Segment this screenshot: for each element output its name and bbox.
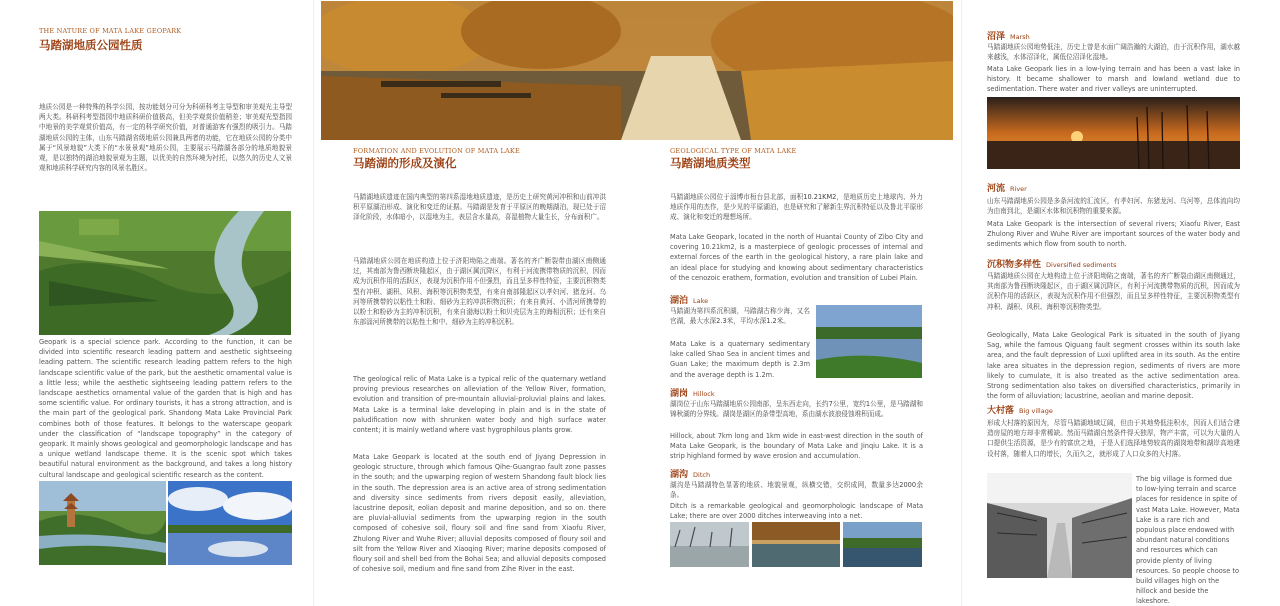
subsection-title-ditch: [670, 467, 710, 480]
subsection-title-en: Ditch: [693, 471, 711, 479]
marsh-text-en: Mata Lake Geopark lies in a low-lying terrain and has been a vast lake in history. It became shallower to marsh and lowland wetland due to sedimentation. There water and river valleys are uninterrupted.: [987, 65, 1240, 94]
hillock-text-en: Hillock, about 7km long and 1km wide in east-west direction in the south of Mata Lake Geopark, is the boundary of Mata Lake and Jinqiu Lake. It is a strip highland formed by wave erosion and accumulation.: [670, 432, 923, 461]
body-text-cn: 马踏湖地质公园位于淄博市桓台县北部，面积10.21KM2，是地质历史上地球内、外力地质作用的杰作，是少见的平原湖泊，也是研究和了解新生界沉积特征以及鲁北平原形成、演化和变迁的理想场所。: [670, 193, 923, 222]
autumn-lake-banner-photo: [321, 1, 953, 140]
diversified-text-en: Geologically, Mata Lake Geological Park is situated in the south of Jiyang Sag, while the famous Qiguang fault segment crosses within its south lake area, and the fault depression of Luxi uplifted area in its south. As the entire lake area situates in the depression region, sediments of rivers are more likely to cumulate, it is also treated as the active sedimentation area. Strong sedimentation also takes on diversified characteristics, primarily in the form of alluviation; lacustrine, aeolian and marine deposit.: [987, 331, 1240, 401]
subsection-title-en: Diversified sediments: [1046, 261, 1117, 269]
subsection-title-cn: 沉积物多样性: [987, 260, 1042, 270]
lake-sky-photo: [168, 481, 292, 565]
body-text-cn-2: 马踏湖地质公园在地质构造上位于济阳坳陷之南端。著名的齐广断裂带由湖区南侧通过，其南部为鲁西断块隆起区，由于湖区属沉降区，有利于河流携带物质的沉积，因而成为沉积作用的活跃区，表现为沉积作用不但强烈，而且呈多样性特征，主要沉积物类型有冲积、湖积、风积、海积等沉积物类型，有来自南部隆起区以孝妇河、猪龙河、乌河等所携带的以粘性土和粉、细砂为主的冲洪积物沉积；有来自黄河、小清河所携带的以粉土和粉砂为主的冲积沉积，有来自渤海以粉土和贝壳层为主的海相沉积；还有来自东部淄河所携带的以粘性土和中、细砂为主的冲积沉积。: [353, 257, 606, 327]
village-text-cn: 形成大村落的原因为，尽管马踏湖地域辽阔，但由于其地势低洼积水，因而人们适合建造房屋的地方却非常稀缺。然而马踏湖自然条件得天独厚，物产丰富，可以为大量的人口提供生活资源，是少有的富庶之地，于是人们选择地势较高的湖岗地带和湖岸高地建设村落，随着人口的增长，久而久之，就形成了人口众多的大村落。: [987, 419, 1240, 458]
panel-types: [961, 0, 1280, 606]
subsection-title-en: Hillock: [693, 390, 715, 398]
section-title: 马踏湖地质类型: [670, 156, 751, 170]
body-text-en: Mata Lake Geopark, located in the north of Huantai County of Zibo City and covering 10.21km2, is a masterpiece of geologic processes of internal and external forces of the earth in the geological history, a rare plain lake and an ideal place for studying and knowing about sedimentary characteristics of the cenozoic erathem, formation, evolution and transition of Lubei Plain.: [670, 233, 923, 282]
subsection-title-diversified: [987, 257, 1117, 270]
ditch-text-cn: 湖沟是马踏湖特色显著的地质、地貌景观，纵横交错，交织成网，数量多达2000余条。: [670, 481, 923, 500]
ditch-photo-2: [752, 522, 840, 567]
subsection-title-river: [987, 181, 1027, 194]
ditch-text-en: Ditch is a remarkable geological and geomorphologic landscape of Mata Lake; there are over 2000 ditches interweaving into a net.: [670, 502, 923, 521]
subsection-title-marsh: [987, 29, 1030, 42]
subsection-title-cn: 湖岗: [670, 389, 689, 399]
river-text-cn: 山东马踏湖地质公园是多条河流的汇流区，有孝妇河、东猪龙河、乌河等，总体流向均为由南到北，是湖区水体和沉积物的重要来源。: [987, 197, 1240, 216]
village-text-en: The big village is formed due to low-lying terrain and scarce places for residence in spite of vast Mata Lake. However, Mata Lake is a rare rich and populous place endowed with abundant natural conditions and resources which can provide plenty of living resources. So people choose to build villages high on the hillock and beside the lakeshore.: [1136, 475, 1240, 606]
river-text-en: Mata Lake Geopark is the intersection of several rivers; Xiaofu River, East Zhulong River and Wuhe River are important sources of the water body and sediments which flow from south to north.: [987, 220, 1240, 249]
body-text-en: Geopark is a special science park. According to the function, it can be divided into scientific research leading pattern and aesthetic sightseeing leading pattern. The scientific research leading pattern refers to the high landscape scientific value of the park, but the aesthetic ornamental value is a little less; while the aesthetic sightseeing leading pattern refers to the landscape aesthetics ornamental value of the garden that is high and has some scientific value. For ordinary tourists, it has a strong attraction, and is the main part of the geological park. Shandong Mata Lake Provincial Park combines both of those features. It belongs to the waterscape geopark under the classification of “landscape topography” in the category of geopark. It mainly shows geological and geomorphologic landscape and has a unique wetland landscape theme. It is the scenic spot which takes beautiful natural environment as the background, and takes a long history cultural landscape and geological scientific research as the content.: [39, 338, 292, 479]
subsection-title-village: [987, 403, 1053, 416]
body-text-cn-1: 马踏湖地质遗迹在国内典型的第四系湿地地质遗迹，是历史上研究黄河冲积和山前冲洪积平原湖泊形成、演化和变迁的证据。马踏湖是发育于平原区的晚期湖泊，现已处于沼泽化阶段，水体暗小，以湿地为主，表层含水量高，喜湿植物大量生长，分布面积广。: [353, 193, 606, 222]
section-title: 马踏湖的形成及演化: [353, 156, 457, 170]
marsh-text-cn: 马踏湖地质公园地势低洼，历史上曾是水面广阔浩瀚的大湖泊，由于沉积作用，湖水越来越浅，水体沼泽化，属低位沼泽化湿地。: [987, 43, 1240, 62]
subsection-title-en: Lake: [693, 297, 709, 305]
subsection-title-hillock: [670, 386, 715, 399]
subsection-title-cn: 河流: [987, 184, 1006, 194]
section-eyebrow: FORMATION AND EVOLUTION OF MATA LAKE: [353, 147, 520, 155]
diversified-text-cn: 马踏湖地质公园在大地构造上位于济阳坳陷之南端，著名的齐广断裂由湖区南侧通过，其南部为鲁西断块隆起区，由于湖区属沉降区，有利于河流携带物质的沉积，因而成为沉积作用的活跃区，表现为沉积作用不但强烈，而且呈多样性特征，主要沉积物类型有冲积、湖积、风积、海积等沉积物类型。: [987, 272, 1240, 311]
subsection-title-cn: 大村落: [987, 406, 1015, 416]
river-aerial-photo: [39, 211, 291, 335]
subsection-title-en: Big village: [1019, 407, 1053, 415]
subsection-title-cn: 湖沟: [670, 470, 689, 480]
section-eyebrow: THE NATURE OF MATA LAKE GEOPARK: [39, 27, 182, 35]
body-text-cn: 地质公园是一种特殊的科学公园，按功能划分可分为科研科考主导型和审美观光主导型两大类。科研科考型指园中地质科研价值极高，但美学观赏价值稍差；审美观光型指园中地景的美学观赏价值高，有一定的科学研究价值，对普通游客有强烈的吸引力。马踏湖地质公园的主体，山东马踏湖省级地质公园兼具两者的功能，它在地质公园的分类中属于“风景地貌”大类下的“水景景观”地质公园，主要展示马踏湖各部分的地质地貌景观，是以独特的湖泊地貌景观为主题，以优美的自然环境为衬托，以悠久的历史人文景观和地质科学研究内容的风景名胜区。: [39, 103, 292, 173]
body-text-en-2: Mata Lake Geopark is located at the south end of Jiyang Depression in geologic structure, through which famous Qihe-Guangrao fault zone passes in the south; and the upwarping region of western Shandong fault block lies in the south. The depression area is an active area of strong sedimentation and diversity since sediments from rivers deposit easily, alleviation, lacustrine deposit, eolian deposit and marine deposition, and so on. there are pluvial-alluvial sediments from the upwarping region in the south composed of cohesive soil, floury soil and fine sand from Xiaofu River, Zhulong River and Wuhe River; alluvial deposits composed of floury soil and silt from the Yellow River and Xiaoqing River; marine deposits composed of floury soil and shell bed from the Bohai Sea; and alluvial deposits composed of cohesive soil, medium and fine sand from Zihe River in the east.: [353, 453, 606, 574]
subsection-title-lake: [670, 293, 708, 306]
section-eyebrow: GEOLOGICAL TYPE OF MATA LAKE: [670, 147, 797, 155]
sunset-marsh-photo: [987, 97, 1240, 169]
ditch-photo-1: [670, 522, 749, 567]
body-text-en-1: The geological relic of Mata Lake is a typical relic of the quaternary wetland proving previous researches on alleviation of the Yellow River, formation, evolution and transition of pre-mountain alluvial-proluvial plains and lakes. Mata Lake is a terminal lake developing in plain and is in the state of paludification now with shrunken water body and high surface water content; it is mainly wetland where vast hygrophilous plants grow.: [353, 375, 606, 435]
lake-photo: [816, 305, 922, 378]
lake-text-en: Mata Lake is a quaternary sedimentary lake called Shao Sea in ancient times and Guan Lake; the maximum depth is 2.3m and the average depth is 1.2m.: [670, 340, 810, 379]
hillock-text-cn: 湖岗位于山东马踏湖地质公园南部，呈东西走向，长约7公里，宽约1公里，是马踏湖和锦秋湖的分界线。湖岗是湖区的条带型高地，系由湖水波浪侵蚀堆积而成。: [670, 400, 923, 419]
subsection-title-cn: 沼泽: [987, 32, 1006, 42]
panel-formation: [313, 0, 961, 606]
ditch-photo-3: [843, 522, 922, 567]
lake-text-cn: 马踏湖为第四系沉积湖，马踏湖古称少海，又名官湖，最大水深2.3米，平均水深1.2米。: [670, 307, 810, 326]
panel-nature: [0, 0, 313, 606]
subsection-title-cn: 湖泊: [670, 296, 689, 306]
pagoda-park-photo: [39, 481, 166, 565]
subsection-title-en: Marsh: [1010, 33, 1030, 41]
section-title: 马踏湖地质公园性质: [39, 38, 143, 52]
village-alley-photo: [987, 473, 1132, 578]
subsection-title-en: River: [1010, 185, 1027, 193]
